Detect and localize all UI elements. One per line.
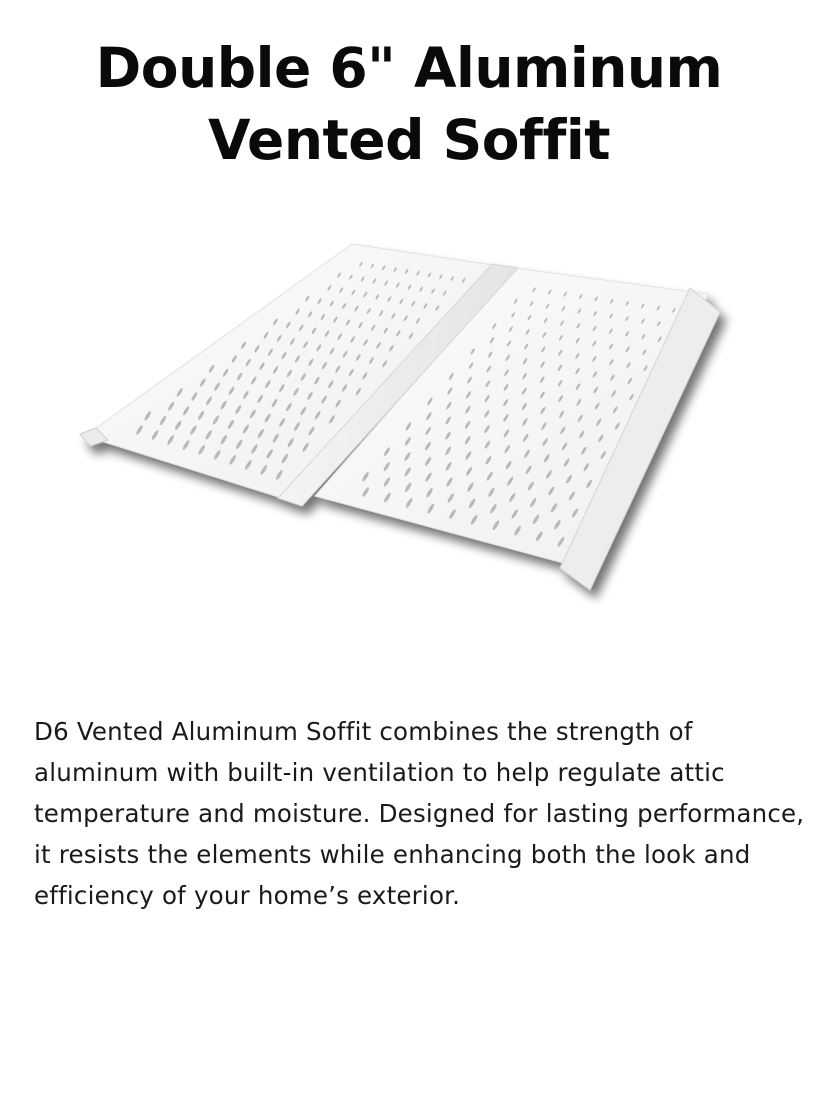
product-description: D6 Vented Aluminum Soffit combines the strength of aluminum with built-in ventilation to help regulate attic temperature and moisture. Designed for lasting performance, it resists the elements while enhancing both the look and efficiency of your home’s exterior. [34, 717, 805, 910]
soffit-panel-image [60, 228, 760, 628]
title-line-1: Double 6" Aluminum [95, 36, 723, 100]
page-title [0, 32, 818, 176]
title-line-2: Vented Soffit [207, 108, 611, 172]
